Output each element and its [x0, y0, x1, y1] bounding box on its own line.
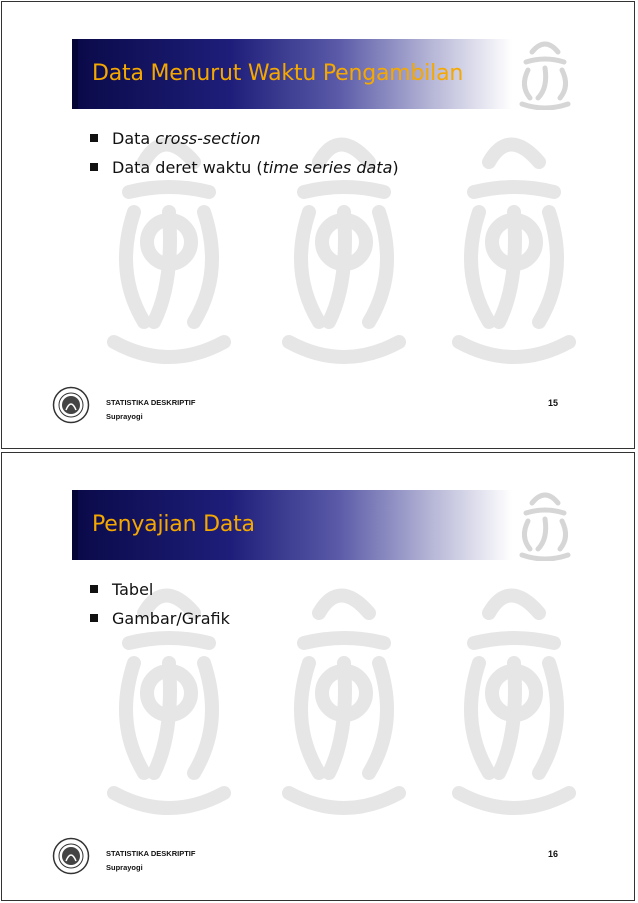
bullet-item: Data deret waktu (time series data): [90, 153, 399, 182]
slide-title: Data Menurut Waktu Pengambilan: [92, 61, 464, 86]
bullet-item: Gambar/Grafik: [90, 604, 230, 633]
title-bar: [72, 39, 512, 109]
square-bullet-icon: [90, 585, 98, 593]
footer-author: Suprayogi: [106, 863, 143, 872]
page-number: 15: [547, 398, 558, 408]
ganesha-logo-icon: [514, 487, 576, 561]
slide-footer: [52, 837, 572, 877]
square-bullet-icon: [90, 163, 98, 171]
slide-16: [1, 452, 635, 901]
square-bullet-icon: [90, 134, 98, 142]
square-bullet-icon: [90, 614, 98, 622]
slide-footer: [52, 386, 572, 426]
slide-15: [1, 1, 635, 449]
footer-author: Suprayogi: [106, 412, 143, 421]
university-seal-icon: [52, 837, 90, 875]
ganesha-logo-icon: [514, 36, 576, 110]
title-bar: [72, 490, 512, 560]
bullet-item: Data cross-section: [90, 124, 399, 153]
bullet-list: [90, 575, 230, 633]
page-number: 16: [547, 849, 558, 859]
footer-course: STATISTIKA DESKRIPTIF: [106, 398, 196, 407]
slide-title: Penyajian Data: [92, 512, 255, 537]
footer-course: STATISTIKA DESKRIPTIF: [106, 849, 196, 858]
bullet-item: Tabel: [90, 575, 230, 604]
bullet-list: [90, 124, 399, 182]
university-seal-icon: [52, 386, 90, 424]
